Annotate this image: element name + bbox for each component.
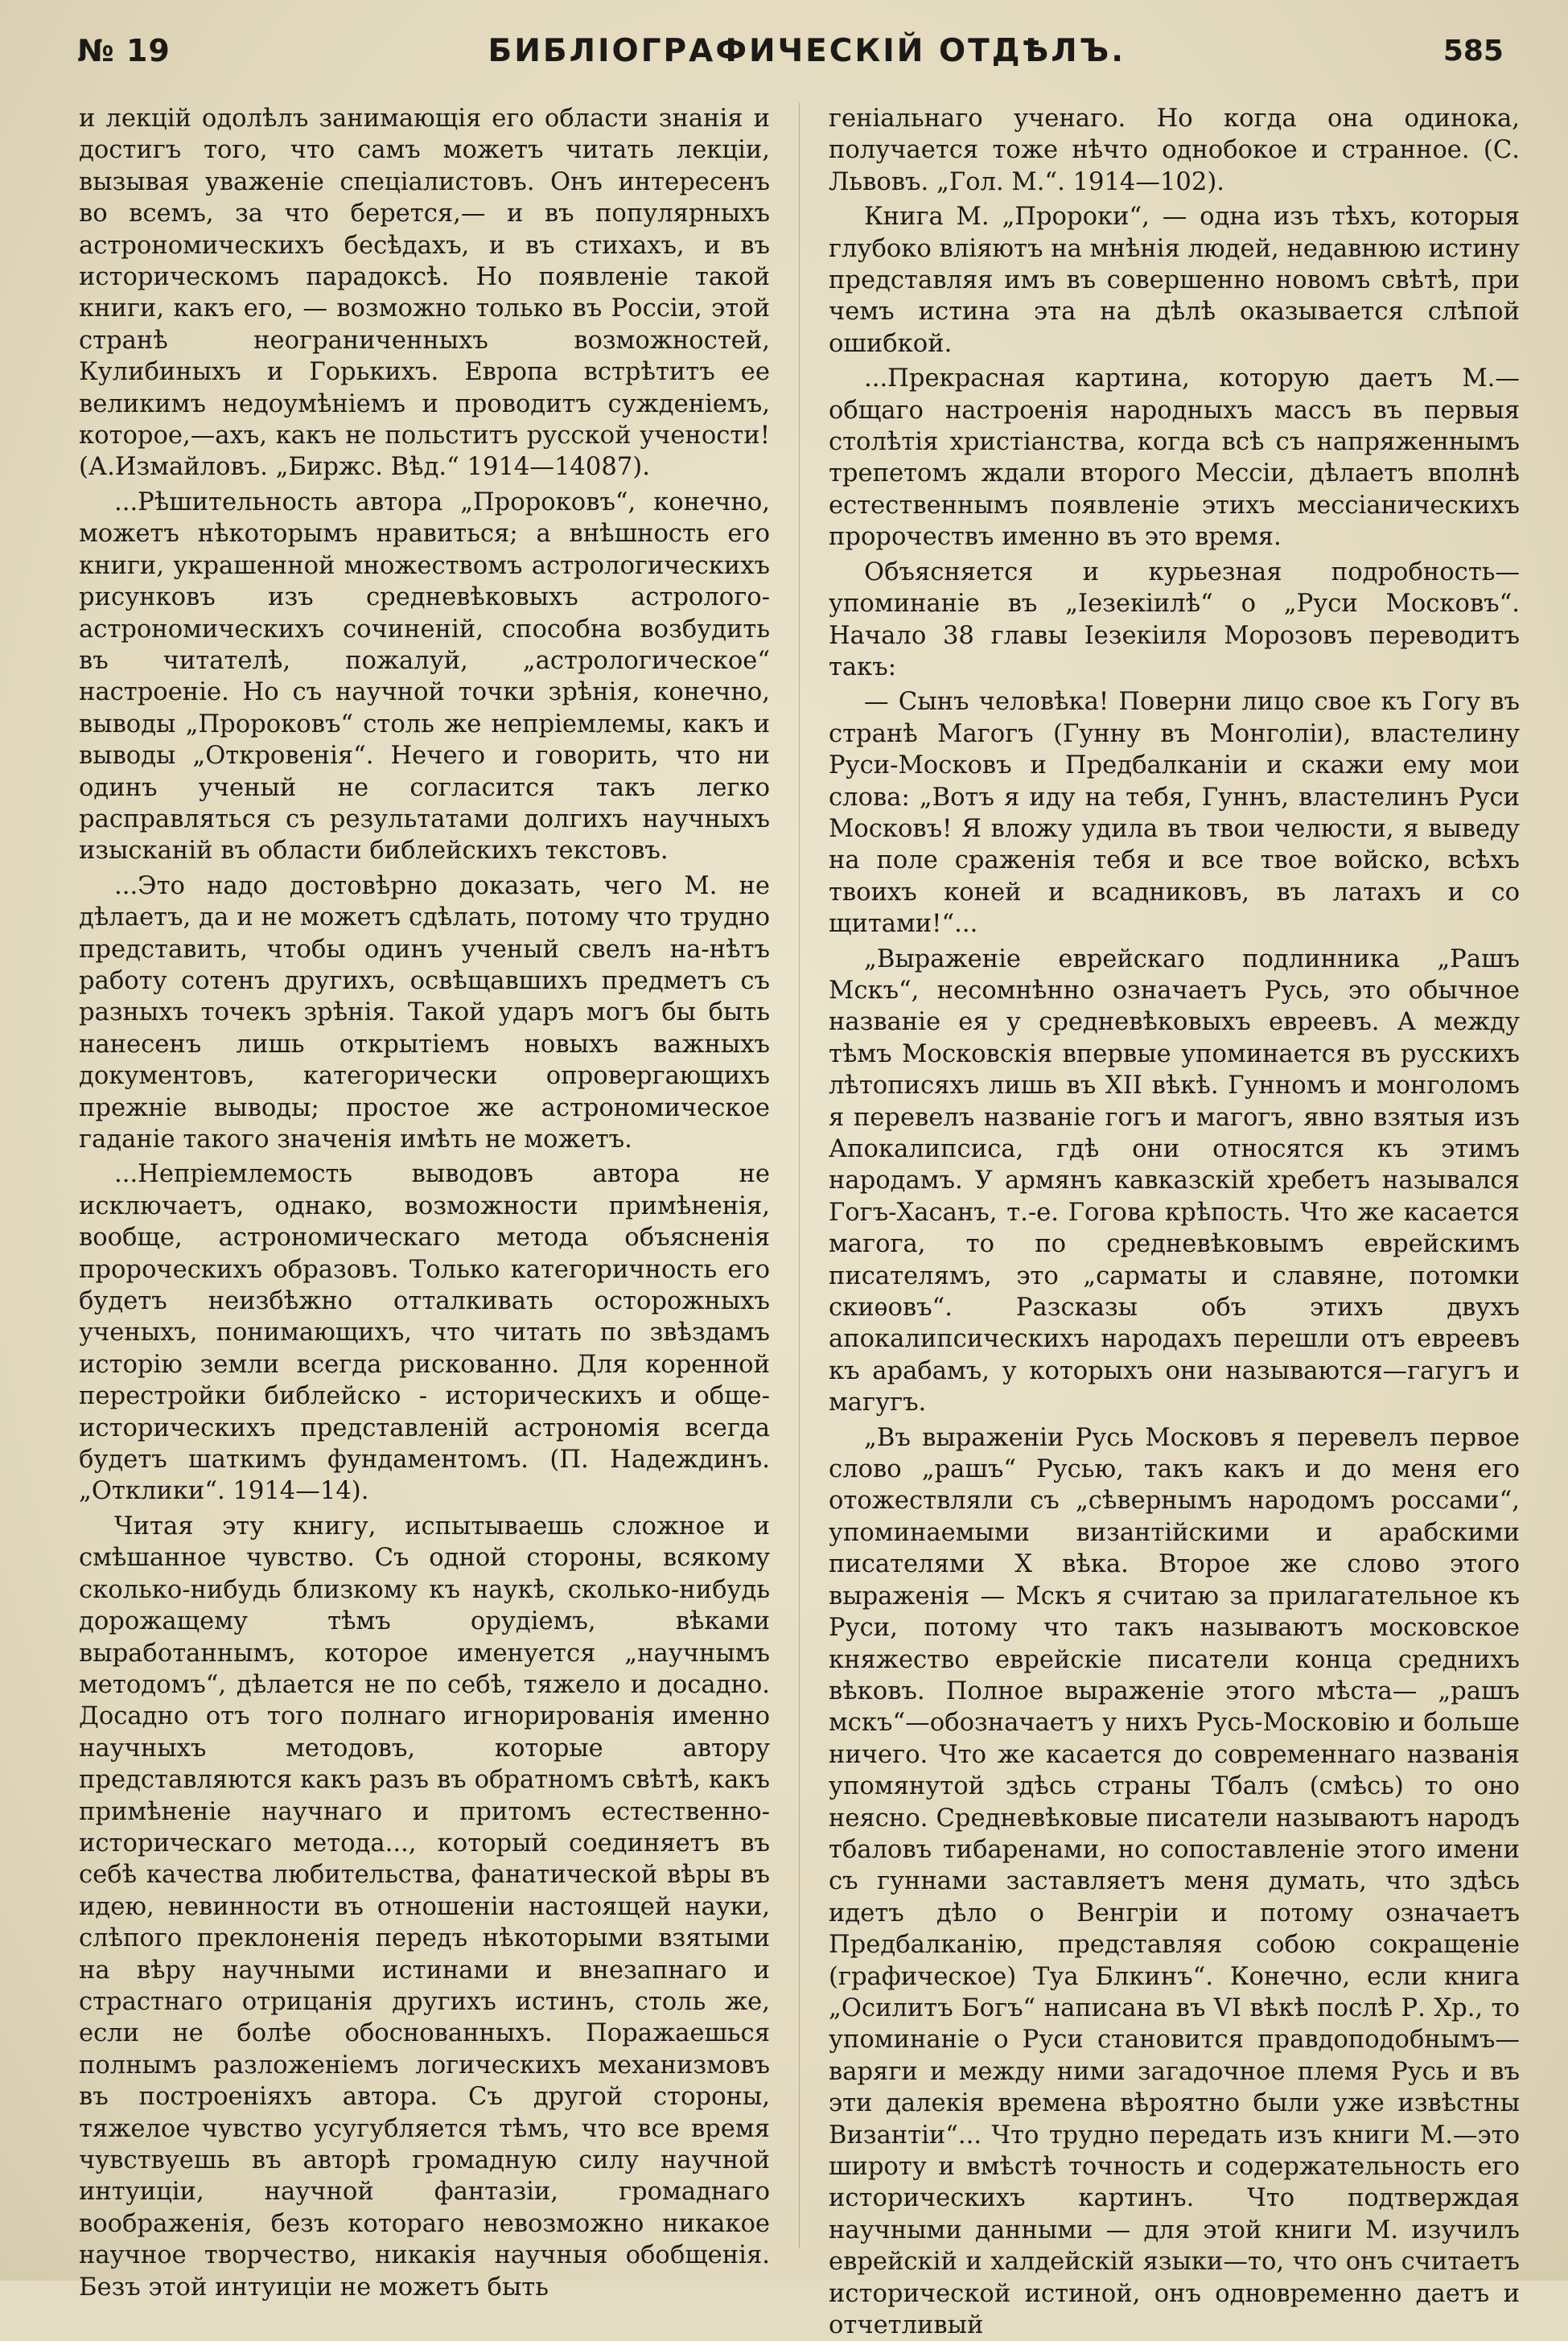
issue-number: № 19 [77,33,171,68]
paragraph: ...Это надо достовѣрно доказать, чего М. не дѣлаетъ, да и не можетъ сдѣлать, потому что трудно представить, чтобы одинъ ученый свелъ на-нѣтъ работу сотенъ другихъ, освѣщавшихъ предметъ съ разныхъ точекъ зрѣнія. Такой ударъ могъ бы быть нанесенъ лишь открытіемъ новыхъ важныхъ документовъ, категорически опровергающихъ прежніе выводы; простое же астрономическое гаданіе такого значенія имѣть не можетъ. [79,871,770,1154]
paragraph: — Сынъ человѣка! Поверни лицо свое къ Гогу въ странѣ Магогъ (Гунну въ Монголіи), властелину Руси-Московъ и Предбалканіи и скажи ему мои слова: „Вотъ я иду на тебя, Гуннъ, властелинъ Руси Московъ! Я вложу удила въ твои челюсти, я выведу на поле сраженія тебя и все твое войско, всѣхъ твоихъ коней и всадниковъ, въ латахъ и со щитами!“... [829,688,1520,939]
section-title: БИБЛІОГРАФИЧЕСКІЙ ОТДѢЛЪ. [488,32,1126,69]
paragraph: геніальнаго ученаго. Но когда она одинока, получается тоже нѣчто однобокое и странное. (С. Львовъ. „Гол. М.“. 1914—102). [829,105,1520,196]
text-columns [79,103,1520,2340]
page-number: 585 [1442,34,1504,68]
paragraph: „Въ выраженіи Русь Московъ я перевелъ первое слово „рашъ“ Русью, такъ какъ и до меня его отожествляли съ „сѣвернымъ народомъ россами“, упоминаемыми византійскими и арабскими писателями X вѣка. Второе же слово этого выраженія — Мскъ я считаю за прилагательное къ Руси, потому что такъ называютъ московское княжество еврейскіе писатели конца среднихъ вѣковъ. Полное выраженіе этого мѣста— „рашъ мскъ“—обозначаетъ у нихъ Русь-Московію и больше ничего. Что же касается до современнаго названія упомянутой здѣсь страны Тбалъ (смѣсь) то оно неясно. Средневѣковые писатели называютъ народъ тбаловъ тибаренами, но сопоставленіе этого имени съ гуннами заставляетъ меня думать, что здѣсь идетъ дѣло о Венгріи и потому означаетъ Предбалканію, представляя собою сокращеніе (графическое) Туа Блкинъ“. Конечно, если книга „Осилитъ Богъ“ написана въ VI вѣкѣ послѣ Р. Хр., то упоминаніе о Руси становится правдоподобнымъ—варяги и между ними загадочное племя Русь и въ эти далекія времена вѣроятно были уже извѣстны Византіи“... Что трудно передать изъ книги М.—это широту и вмѣстѣ точность и содержательность его историческихъ картинъ. Что подтверждая научными данными — для этой книги М. изучилъ еврейскій и халдейскій языки—то, что онъ считаетъ исторической истиной, онъ одновременно даетъ и отчетливый [829,1423,1520,2340]
column-divider [799,103,800,2248]
paragraph: ...Рѣшительность автора „Пророковъ“, конечно, можетъ нѣкоторымъ нравиться; а внѣшность его книги, украшенной множествомъ астрологическихъ рисунковъ изъ средневѣковыхъ астролого-астрономическихъ сочиненій, способна возбудить въ читателѣ, пожалуй, „астрологическое“ настроеніе. Но съ научной точки зрѣнія, конечно, выводы „Пророковъ“ столь же непріемлемы, какъ и выводы „Откровенія“. Нечего и говорить, что ни одинъ ученый не согласится такъ легко расправляться съ результатами долгихъ научныхъ изысканій въ области библейскихъ текстовъ. [79,488,770,866]
paragraph: „Выраженіе еврейскаго подлинника „Рашъ Мскъ“, несомнѣнно означаетъ Русь, это обычное названіе ея у средневѣковыхъ евреевъ. А между тѣмъ Московскія впервые упоминается въ русскихъ лѣтописяхъ лишь въ XII вѣкѣ. Гунномъ и монголомъ я перевелъ названіе гогъ и магогъ, явно взятыя изъ Апокалипсиса, гдѣ они относятся къ этимъ народамъ. У армянъ кавказскій хребетъ назывался Гогъ-Хасанъ, т.-е. Гогова крѣпость. Что же касается магога, то по средневѣковымъ еврейскимъ писателямъ, это „сарматы и славяне, потомки скиѳовъ“. Разсказы объ этихъ двухъ апокалипсическихъ народахъ перешли отъ евреевъ къ арабамъ, у которыхъ они называются—гагугъ и магугъ. [829,944,1520,1417]
paragraph: и лекцій одолѣлъ занимающія его области знанія и достигъ того, что самъ можетъ читать лекціи, вызывая уваженіе спеціалистовъ. Онъ интересенъ во всемъ, за что берется,— и въ популярныхъ астрономическихъ бесѣдахъ, и въ стихахъ, и въ историческомъ парадоксѣ. Но появленіе такой книги, какъ его, — возможно только въ Россіи, этой странѣ неограниченныхъ возможностей, Кулибиныхъ и Горькихъ. Европа встрѣтитъ ее великимъ недоумѣніемъ и проводитъ сужденіемъ, которое,—ахъ, какъ не польститъ русской учености! (А.Измайловъ. „Биржс. Вѣд.“ 1914—14087). [79,105,770,482]
paragraph: Книга М. „Пророки“, — одна изъ тѣхъ, которыя глубоко вліяютъ на мнѣнія людей, недавнюю истину представляя имъ въ совершенно новомъ свѣтѣ, при чемъ истина эта на дѣлѣ оказывается слѣпой ошибкой. [829,203,1520,358]
paragraph: ...Прекрасная картина, которую даетъ М.— общаго настроенія народныхъ массъ въ первыя столѣтія христіанства, когда всѣ съ напряженнымъ трепетомъ ждали второго Мессіи, дѣлаетъ вполнѣ естественнымъ появленіе этихъ мессіаническихъ пророчествъ именно въ это время. [829,364,1520,552]
paragraph: ...Непріемлемость выводовъ автора не исключаетъ, однако, возможности примѣненія, вообще, астрономическаго метода объясненія пророческихъ образовъ. Только категоричность его будетъ неизбѣжно отталкивать осторожныхъ ученыхъ, понимающихъ, что читать по звѣздамъ исторію земли всегда рискованно. Для коренной перестройки библейско - историческихъ и обще-историческихъ представленій астрономія всегда будетъ шаткимъ фундаментомъ. (П. Надеждинъ. „Отклики“. 1914—14). [79,1160,770,1506]
page-header [77,27,1504,74]
paragraph: Объясняется и курьезная подробность—упоминаніе въ „Іезекіилѣ“ о „Руси Московъ“. Начало 38 главы Іезекіиля Морозовъ переводитъ такъ: [829,557,1520,681]
left-column [79,103,770,2302]
right-column [829,103,1520,2340]
paragraph: Читая эту книгу, испытываешь сложное и смѣшанное чувство. Съ одной стороны, всякому сколько-нибудь близкому къ наукѣ, сколько-нибудь дорожащему тѣмъ орудіемъ, вѣками выработаннымъ, которое именуется „научнымъ методомъ“, дѣлается не по себѣ, тяжело и досадно. Досадно отъ того полнаго игнорированія именно научныхъ методовъ, которые автору представляются какъ разъ въ обратномъ свѣтѣ, какъ примѣненіе научнаго и притомъ естественно-историческаго метода..., который соединяетъ въ себѣ качества любительства, фанатической вѣры въ идею, невинности въ отношеніи настоящей науки, слѣпого преклоненія передъ нѣкоторыми взятыми на вѣру научными истинами и внезапнаго и страстнаго отрицанія другихъ истинъ, столь же, если не болѣе обоснованныхъ. Поражаешься полнымъ разложеніемъ логическихъ механизмовъ въ построеніяхъ автора. Съ другой стороны, тяжелое чувство усугубляется тѣмъ, что все время чувствуешь въ авторѣ громадную силу научной интуиціи, научной фантазіи, громаднаго воображенія, безъ котораго невозможно никакое научное творчество, никакія научныя обобщенія. Безъ этой интуиціи не можетъ быть [79,1512,770,2302]
